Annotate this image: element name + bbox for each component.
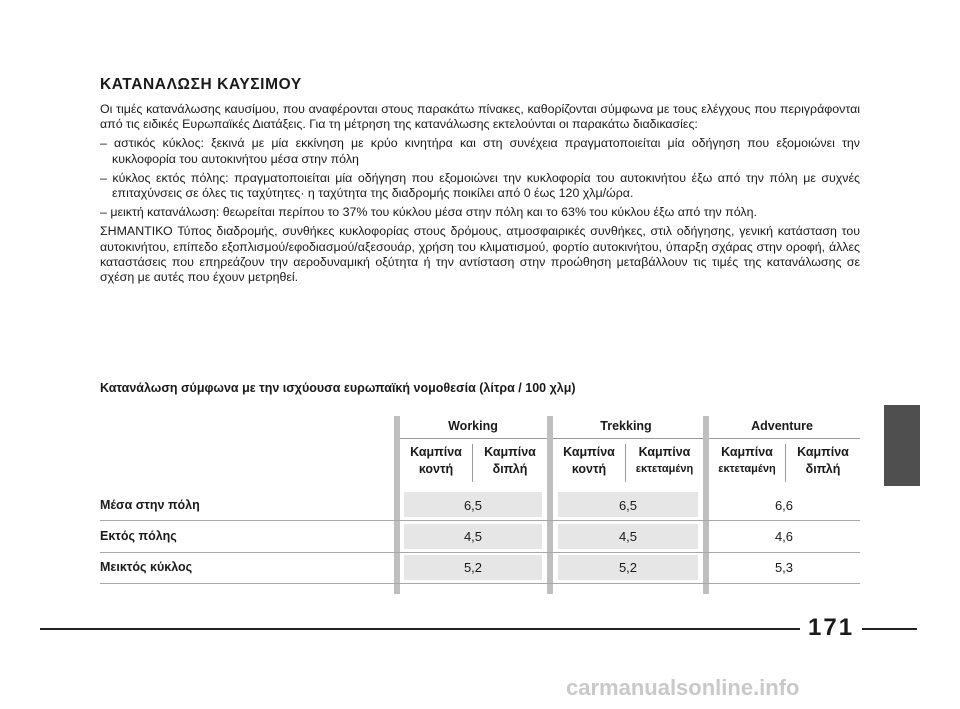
important-note: ΣΗΜΑΝΤΙΚΟ Τύπος διαδρομής, συνθήκες κυκλοφορίας στους δρόμους, ατμοσφαιρικές συνθήκες, στιλ οδήγησης, γενική κατάσταση του αυτοκινήτου, επίπεδο εξοπλισμού/εφοδιασμού/αξεσουάρ, χρήση του κλιματισμού, φορτίο αυτοκινήτου, ύπαρξη σχάρας στην οροφή, άλλες καταστάσεις που επηρεάζουν την αεροδυναμική οξύτητα ή την αντίσταση στην προώθηση μεταβάλλουν τις τιμές της κατανάλωσης σε σχέση με αυτές που έχουν μετρηθεί. bbox=[100, 224, 860, 285]
bullet-combined: – μεικτή κατανάλωση: θεωρείται περίπου το 37% του κύκλου μέσα στην πόλη και το 63% του κύκλου έξω από την πόλη. bbox=[100, 205, 757, 220]
row-divider bbox=[100, 583, 860, 584]
section-tab bbox=[884, 405, 920, 486]
bullet-extra-urban-cycle: – κύκλος εκτός πόλης: πραγματοποιείται μία οδήγηση που εξομοιώνει την κυκλοφορία του αυτοκινήτου έξω από την πόλη με συχνές επιταχύνσεις σε όλες τις ταχύτητες· η ταχύτητα της διαδρομής ποικίλει από 0 έως 120 χλμ/ώρα. bbox=[100, 170, 860, 201]
value-cell: 5,2 bbox=[618, 560, 638, 575]
row-divider bbox=[100, 552, 860, 553]
watermark: carmanualsonline.info bbox=[566, 675, 800, 700]
column-header: Καμπίνα διπλή bbox=[484, 445, 536, 476]
column-header: Καμπίνα εκτεταμένη bbox=[635, 445, 694, 475]
consumption-table bbox=[100, 416, 860, 594]
value-cell: 5,2 bbox=[463, 560, 483, 575]
group-header-working: Working bbox=[448, 419, 498, 433]
header-divider bbox=[553, 438, 703, 439]
row-label-city: Μέσα στην πόλη bbox=[100, 498, 200, 512]
column-divider-bar bbox=[547, 416, 553, 594]
footer-rule bbox=[40, 628, 800, 630]
value-cell: 6,5 bbox=[463, 498, 483, 513]
page-title: ΚΑΤΑΝΑΛΩΣΗ ΚΑΥΣΙΜΟΥ bbox=[100, 76, 302, 93]
column-header: Καμπίνα κοντή bbox=[410, 445, 462, 476]
table-title: Κατανάλωση σύμφωνα με την ισχύουσα ευρωπαϊκή νομοθεσία (λίτρα / 100 χλμ) bbox=[100, 381, 576, 395]
value-cell: 6,6 bbox=[774, 498, 794, 513]
intro-paragraph: Οι τιμές κατανάλωσης καυσίμου, που αναφέρονται στους παρακάτω πίνακες, καθορίζονται σύμφωνα με τους ελέγχους που περιγράφονται από τις ειδικές Ευρωπαϊκές Διατάξεις. Για τη μέτρηση της κατανάλωσης εκτελούνται οι παρακάτω διαδικασίες: bbox=[100, 102, 860, 132]
row-label-combined: Μεικτός κύκλος bbox=[100, 560, 193, 574]
column-divider-bar bbox=[703, 416, 709, 594]
column-header: Καμπίνα κοντή bbox=[563, 445, 615, 476]
row-label-extra-urban: Εκτός πόλης bbox=[100, 529, 177, 543]
footer-rule bbox=[862, 628, 917, 630]
column-header: Καμπίνα εκτεταμένη bbox=[718, 445, 776, 475]
row-divider bbox=[100, 520, 860, 521]
body-text bbox=[100, 102, 860, 289]
header-divider bbox=[709, 438, 860, 439]
value-cell: 4,6 bbox=[774, 529, 794, 544]
group-header-adventure: Adventure bbox=[751, 419, 813, 433]
value-cell: 4,5 bbox=[618, 529, 638, 544]
bullet-urban-cycle: – αστικός κύκλος: ξεκινά με μία εκκίνηση με κρύο κινητήρα και στη συνέχεια πραγματοποιείται μία οδήγηση που εξομοιώνει την κυκλοφορία του αυτοκινήτου μέσα στην πόλη bbox=[100, 136, 860, 166]
value-cell: 4,5 bbox=[463, 529, 483, 544]
column-divider-bar bbox=[394, 416, 400, 594]
column-header: Καμπίνα διπλή bbox=[797, 445, 849, 476]
value-cell: 5,3 bbox=[774, 560, 794, 575]
page-number: 171 bbox=[808, 614, 855, 641]
value-cell: 6,5 bbox=[618, 498, 638, 513]
header-divider bbox=[400, 438, 547, 439]
group-header-trekking: Trekking bbox=[600, 419, 652, 433]
